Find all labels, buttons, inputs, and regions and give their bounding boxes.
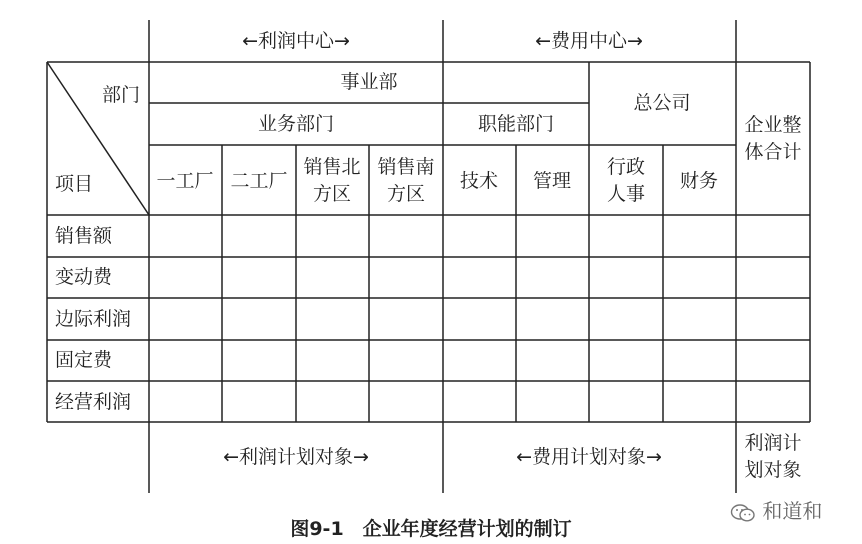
profit-plan-target-label: 利润计划对象: [744, 432, 802, 481]
column-header: 技术: [459, 170, 499, 192]
row-label: 经营利润: [55, 391, 132, 413]
row-label: 销售额: [55, 225, 113, 247]
watermark: [730, 495, 822, 524]
row-label: 固定费: [55, 349, 113, 371]
wechat-icon: [730, 503, 756, 523]
column-header: 财务: [679, 170, 719, 192]
watermark-text: 和道和: [762, 499, 823, 523]
row-label: 边际利润: [55, 308, 132, 330]
header-department: 部门: [102, 84, 141, 106]
column-header: 一工厂: [156, 170, 214, 192]
profit-plan-label: ←利润计划对象→: [223, 446, 369, 468]
header-business-dept: 业务部门: [257, 113, 335, 135]
cost-center-label: ←费用中心→: [535, 30, 643, 52]
column-header: 管理: [532, 170, 572, 192]
column-header: 二工厂: [230, 170, 288, 192]
column-header: 销售北方区: [303, 156, 361, 205]
column-header: 销售南方区: [377, 156, 435, 205]
cost-plan-label: ←费用计划对象→: [516, 446, 662, 468]
header-enterprise-total: 企业整体合计: [744, 114, 802, 163]
profit-center-label: ←利润中心→: [242, 30, 350, 52]
header-item: 项目: [55, 173, 94, 195]
figure-caption: 图9-1 企业年度经营计划的制订: [290, 518, 572, 540]
header-business-division: 事业部: [340, 71, 398, 93]
row-label: 变动费: [55, 266, 113, 288]
column-header: 行政人事: [606, 156, 645, 205]
header-functional-dept: 职能部门: [477, 113, 555, 135]
header-head-office: 总公司: [633, 92, 691, 114]
